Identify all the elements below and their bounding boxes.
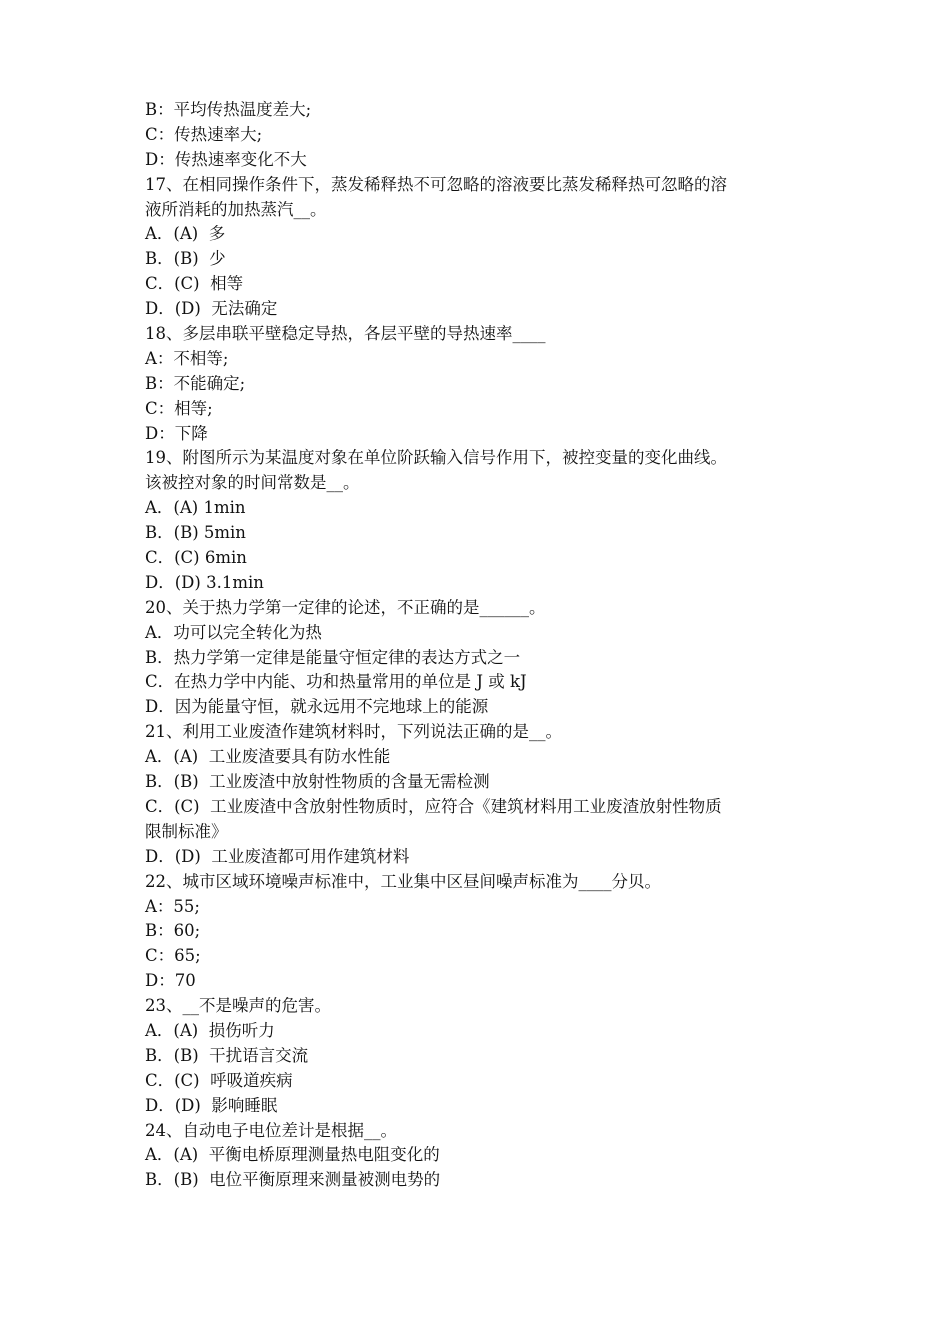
option-line: C：相等;: [145, 398, 213, 418]
option-line: B：60;: [145, 921, 201, 941]
option-line: A．(A) 平衡电桥原理测量热电阻变化的: [145, 1145, 440, 1165]
option-line: A．(A) 损伤听力: [145, 1020, 275, 1040]
option-line: D．(D) 无法确定: [145, 299, 278, 319]
question-24: 24、自动电子电位差计是根据__。: [145, 1120, 397, 1140]
question-19: 19、附图所示为某温度对象在单位阶跃输入信号作用下，被控变量的变化曲线。: [145, 448, 727, 468]
option-line: A：不相等;: [145, 348, 229, 368]
question-17: 17、在相同操作条件下，蒸发稀释热不可忽略的溶液要比蒸发稀释热可忽略的溶: [145, 174, 727, 194]
option-line: B．(B) 电位平衡原理来测量被测电势的: [145, 1170, 441, 1190]
option-line: C．在热力学中内能、功和热量常用的单位是 J 或 kJ: [145, 672, 527, 692]
question-20: 20、关于热力学第一定律的论述，不正确的是______。: [145, 597, 546, 617]
text-line: 限制标准》: [145, 821, 228, 841]
option-line: A．(A) 工业废渣要具有防水性能: [145, 747, 391, 767]
option-line: D．(D) 影响睡眠: [145, 1095, 278, 1115]
option-line: A．(A) 1min: [145, 498, 246, 518]
question-21: 21、利用工业废渣作建筑材料时，下列说法正确的是__。: [145, 722, 562, 742]
option-line: D．(D) 3.1min: [145, 572, 264, 592]
option-line: A．功可以完全转化为热: [145, 622, 322, 642]
option-line: B：不能确定;: [145, 373, 246, 393]
option-line: D．(D) 工业废渣都可用作建筑材料: [145, 846, 410, 866]
option-line: D：下降: [145, 423, 208, 443]
option-line: A：55;: [145, 896, 200, 916]
text-line: C：传热速率大;: [145, 124, 263, 144]
option-line: B．(B) 少: [145, 249, 226, 269]
option-line: C．(C) 呼吸道疾病: [145, 1070, 293, 1090]
text-line: 该被控对象的时间常数是__。: [145, 473, 360, 493]
option-line: B．(B) 干扰语言交流: [145, 1045, 309, 1065]
option-line: D：70: [145, 971, 196, 991]
option-line: C．(C) 相等: [145, 274, 244, 294]
option-line: B．(B) 工业废渣中放射性物质的含量无需检测: [145, 772, 490, 792]
question-18: 18、多层串联平壁稳定导热，各层平壁的导热速率____: [145, 324, 546, 344]
option-line: C．(C) 工业废渣中含放射性物质时，应符合《建筑材料用工业废渣放射性物质: [145, 796, 722, 816]
text-line: B：平均传热温度差大;: [145, 100, 312, 119]
option-line: D．因为能量守恒，就永远用不完地球上的能源: [145, 697, 489, 717]
option-line: B．(B) 5min: [145, 523, 246, 543]
question-22: 22、城市区域环境噪声标准中，工业集中区昼间噪声标准为____分贝。: [145, 871, 661, 891]
option-line: C：65;: [145, 946, 201, 966]
question-23: 23、__不是噪声的危害。: [145, 996, 331, 1016]
option-line: B．热力学第一定律是能量守恒定律的表达方式之一: [145, 647, 521, 667]
text-line: 液所消耗的加热蒸汽__。: [145, 199, 327, 219]
option-line: C．(C) 6min: [145, 548, 247, 568]
document-body: [145, 98, 815, 1193]
option-line: A．(A) 多: [145, 224, 226, 244]
text-line: D：传热速率变化不大: [145, 149, 307, 169]
